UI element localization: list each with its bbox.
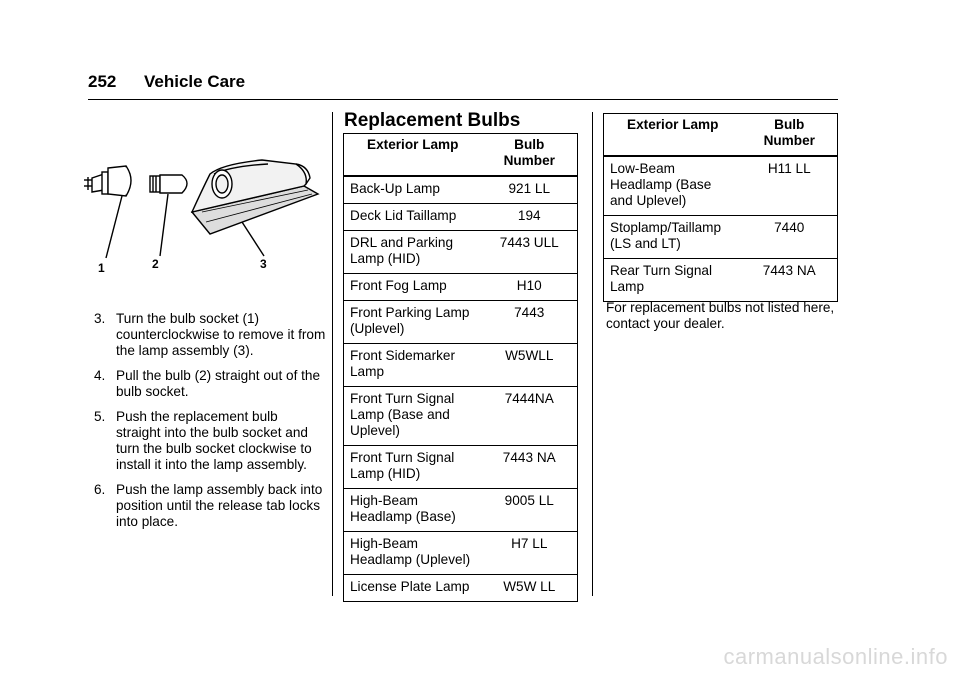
table-header-row xyxy=(604,114,838,157)
lamp-name-cell: High-Beam Headlamp (Base) xyxy=(344,489,482,532)
dealer-note: For replacement bulbs not listed here, contact your dealer. xyxy=(606,300,835,331)
step-text: Pull the bulb (2) straight out of the bulb socket. xyxy=(116,368,321,399)
lamp-name-cell: Rear Turn Signal Lamp xyxy=(604,259,742,302)
bulb-number-cell: H11 LL xyxy=(742,156,838,216)
table-row xyxy=(344,532,578,575)
step-3 xyxy=(94,311,326,359)
header-exterior-lamp: Exterior Lamp xyxy=(344,134,482,177)
lamp-name-cell: High-Beam Headlamp (Uplevel) xyxy=(344,532,482,575)
callout-3: 3 xyxy=(260,257,267,271)
bulb-number-cell: H10 xyxy=(482,274,578,301)
table-row xyxy=(344,489,578,532)
bulb-table-2 xyxy=(603,113,838,302)
header-rule xyxy=(88,99,838,100)
step-text: Turn the bulb socket (1) counterclockwise to remove it from the lamp assembly (3). xyxy=(116,311,326,358)
lamp-name-cell: Front Turn Signal Lamp (HID) xyxy=(344,446,482,489)
step-6 xyxy=(94,482,326,530)
table-row xyxy=(604,259,838,302)
header-exterior-lamp: Exterior Lamp xyxy=(604,114,742,157)
lamp-name-cell: Deck Lid Taillamp xyxy=(344,204,482,231)
page-title: Vehicle Care xyxy=(144,72,246,91)
table-row xyxy=(604,156,838,216)
bulb-number-cell: W5WLL xyxy=(482,344,578,387)
step-number: 4. xyxy=(94,368,106,383)
header-bulb-number: Bulb Number xyxy=(742,114,838,157)
bulb-drawing xyxy=(150,175,187,193)
lamp-name-cell: Low-Beam Headlamp (Base and Uplevel) xyxy=(604,156,742,216)
section-title: Replacement Bulbs xyxy=(344,110,521,131)
bulb-number-cell: H7 LL xyxy=(482,532,578,575)
table-row xyxy=(344,344,578,387)
bulb-number-cell: 7443 xyxy=(482,301,578,344)
step-4 xyxy=(94,368,326,400)
step-5 xyxy=(94,409,326,473)
bulb-number-cell: 7444NA xyxy=(482,387,578,446)
lamp-name-cell: Front Sidemarker Lamp xyxy=(344,344,482,387)
bulb-number-cell: 7440 xyxy=(742,216,838,259)
step-number: 3. xyxy=(94,311,106,326)
table-row xyxy=(344,575,578,602)
bulb-table-1 xyxy=(343,133,578,602)
lamp-name-cell: DRL and Parking Lamp (HID) xyxy=(344,231,482,274)
lamp-name-cell: License Plate Lamp xyxy=(344,575,482,602)
header-bulb-number: Bulb Number xyxy=(482,134,578,177)
step-text: Push the replacement bulb straight into the bulb socket and turn the bulb socket clockwise to install it into the lamp assembly. xyxy=(116,409,312,472)
column-divider-left xyxy=(332,112,333,596)
lamp-name-cell: Front Fog Lamp xyxy=(344,274,482,301)
table-row xyxy=(344,176,578,204)
table-row xyxy=(604,216,838,259)
watermark: carmanualsonline.info xyxy=(723,644,948,669)
bulb-number-cell: 194 xyxy=(482,204,578,231)
lamp-name-cell: Back-Up Lamp xyxy=(344,176,482,204)
lamp-housing-drawing xyxy=(192,160,318,234)
bulb-socket-drawing xyxy=(84,166,131,196)
bulb-number-cell: W5W LL xyxy=(482,575,578,602)
table-row xyxy=(344,301,578,344)
page-number: 252 xyxy=(88,72,117,91)
callout-2: 2 xyxy=(152,257,159,271)
table-row xyxy=(344,446,578,489)
bulb-number-cell: 7443 NA xyxy=(742,259,838,302)
bulb-number-cell: 9005 LL xyxy=(482,489,578,532)
lamp-name-cell: Front Turn Signal Lamp (Base and Uplevel) xyxy=(344,387,482,446)
lamp-name-cell: Stoplamp/Taillamp (LS and LT) xyxy=(604,216,742,259)
bulb-number-cell: 7443 ULL xyxy=(482,231,578,274)
table-header-row xyxy=(344,134,578,177)
step-number: 5. xyxy=(94,409,106,424)
table-row xyxy=(344,387,578,446)
lamp-name-cell: Front Parking Lamp (Uplevel) xyxy=(344,301,482,344)
table-row xyxy=(344,274,578,301)
step-number: 6. xyxy=(94,482,106,497)
column-divider-right xyxy=(592,112,593,596)
table-row xyxy=(344,231,578,274)
procedure-steps xyxy=(94,311,326,539)
bulb-number-cell: 7443 NA xyxy=(482,446,578,489)
callout-1: 1 xyxy=(98,261,105,275)
step-text: Push the lamp assembly back into position until the release tab locks into place. xyxy=(116,482,323,529)
lamp-assembly-illustration xyxy=(82,150,322,280)
table-row xyxy=(344,204,578,231)
bulb-number-cell: 921 LL xyxy=(482,176,578,204)
